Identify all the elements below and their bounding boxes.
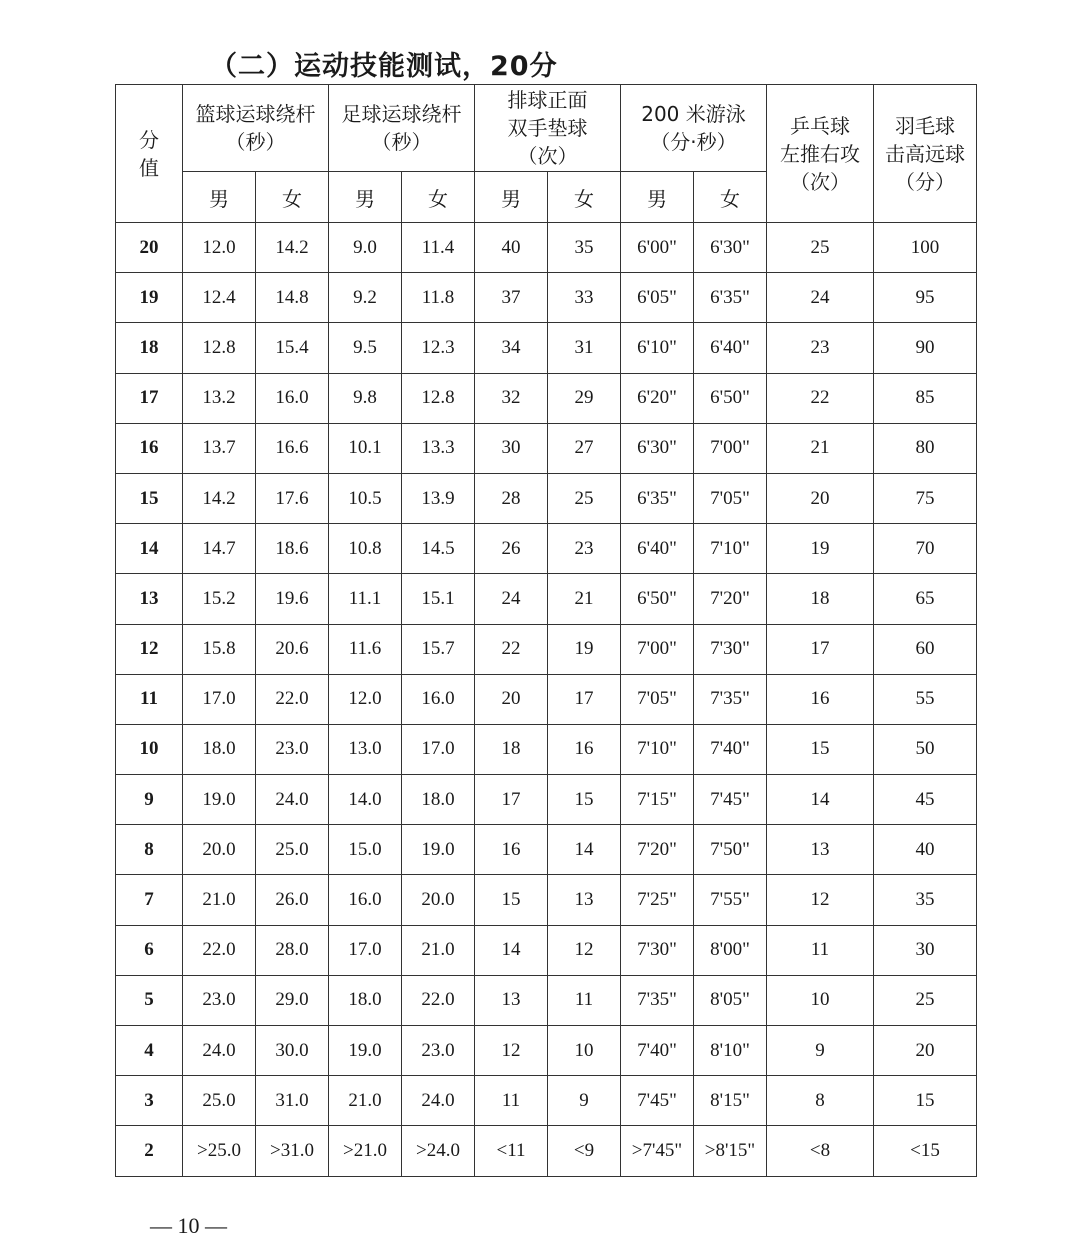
table-cell: 14.2: [256, 223, 329, 273]
table-cell: 8'05": [694, 975, 767, 1025]
table-cell: 45: [874, 775, 977, 825]
table-cell: 12.0: [183, 223, 256, 273]
table-cell: 23.0: [256, 724, 329, 774]
table-cell: 8'00": [694, 925, 767, 975]
table-cell: 16.0: [402, 674, 475, 724]
score-cell: 3: [116, 1076, 183, 1126]
page-number: — 10 —: [150, 1213, 227, 1238]
table-cell: 20: [475, 674, 548, 724]
table-cell: 14.8: [256, 273, 329, 323]
table-cell: <8: [767, 1126, 874, 1176]
table-cell: 23.0: [402, 1026, 475, 1076]
table-cell: 21: [548, 574, 621, 624]
header-basketball: 篮球运球绕杆 （秒）: [183, 85, 329, 172]
table-cell: 9.5: [329, 323, 402, 373]
header-volleyball: 排球正面 双手垫球 （次）: [475, 85, 621, 172]
table-cell: 23.0: [183, 975, 256, 1025]
table-cell: 7'25": [621, 875, 694, 925]
table-cell: 25: [548, 473, 621, 523]
table-cell: 15: [475, 875, 548, 925]
table-cell: 6'05": [621, 273, 694, 323]
table-cell: 25: [767, 223, 874, 273]
table-cell: 12: [767, 875, 874, 925]
table-cell: 7'10": [621, 724, 694, 774]
table-cell: 18.0: [183, 724, 256, 774]
table-cell: 12: [475, 1026, 548, 1076]
table-cell: 16.0: [256, 373, 329, 423]
header-male: 男: [329, 172, 402, 223]
table-row: [116, 223, 977, 273]
table-cell: 12: [548, 925, 621, 975]
table-cell: 26.0: [256, 875, 329, 925]
table-cell: 6'10": [621, 323, 694, 373]
table-cell: 15.0: [329, 825, 402, 875]
table-row: [116, 1126, 977, 1176]
table-cell: 7'05": [621, 674, 694, 724]
table-cell: 7'30": [694, 624, 767, 674]
table-cell: 18.0: [329, 975, 402, 1025]
table-cell: 20.6: [256, 624, 329, 674]
table-cell: 19: [548, 624, 621, 674]
table-row: [116, 724, 977, 774]
table-cell: 55: [874, 674, 977, 724]
table-cell: >25.0: [183, 1126, 256, 1176]
table-cell: 7'30": [621, 925, 694, 975]
header-badminton: 羽毛球 击高远球 （分）: [874, 85, 977, 223]
table-cell: 14.5: [402, 524, 475, 574]
score-cell: 6: [116, 925, 183, 975]
table-cell: 16: [475, 825, 548, 875]
score-cell: 20: [116, 223, 183, 273]
table-cell: 11.1: [329, 574, 402, 624]
table-cell: <15: [874, 1126, 977, 1176]
score-cell: 15: [116, 473, 183, 523]
table-cell: 21.0: [329, 1076, 402, 1126]
table-cell: 8'10": [694, 1026, 767, 1076]
score-cell: 4: [116, 1026, 183, 1076]
scoring-table: [115, 84, 977, 1177]
table-row: [116, 423, 977, 473]
header-male: 男: [621, 172, 694, 223]
table-cell: 16.0: [329, 875, 402, 925]
table-row: [116, 323, 977, 373]
table-cell: 6'35": [621, 473, 694, 523]
table-cell: 11.8: [402, 273, 475, 323]
table-row: [116, 574, 977, 624]
table-cell: >21.0: [329, 1126, 402, 1176]
table-row: [116, 1026, 977, 1076]
table-cell: 18: [767, 574, 874, 624]
table-cell: 16: [548, 724, 621, 774]
table-cell: 25: [874, 975, 977, 1025]
table-cell: 7'15": [621, 775, 694, 825]
table-row: [116, 875, 977, 925]
table-cell: 7'40": [621, 1026, 694, 1076]
header-tabletennis: 乒乓球 左推右攻 （次）: [767, 85, 874, 223]
table-cell: >8'15": [694, 1126, 767, 1176]
table-cell: 12.3: [402, 323, 475, 373]
table-cell: 17: [475, 775, 548, 825]
table-row: [116, 624, 977, 674]
table-cell: 7'45": [694, 775, 767, 825]
table-cell: 7'20": [694, 574, 767, 624]
table-cell: 17: [548, 674, 621, 724]
table-cell: 31.0: [256, 1076, 329, 1126]
table-cell: 9: [548, 1076, 621, 1126]
table-cell: 13: [767, 825, 874, 875]
table-cell: 14.7: [183, 524, 256, 574]
table-cell: 11: [475, 1076, 548, 1126]
table-cell: 9: [767, 1026, 874, 1076]
table-cell: 10.8: [329, 524, 402, 574]
table-cell: 15: [767, 724, 874, 774]
table-cell: 13.9: [402, 473, 475, 523]
table-cell: 16.6: [256, 423, 329, 473]
table-cell: 28: [475, 473, 548, 523]
table-cell: 15.7: [402, 624, 475, 674]
table-cell: <11: [475, 1126, 548, 1176]
table-cell: 24: [767, 273, 874, 323]
table-cell: 12.0: [329, 674, 402, 724]
table-cell: 22.0: [402, 975, 475, 1025]
table-cell: 24: [475, 574, 548, 624]
table-cell: 80: [874, 423, 977, 473]
table-cell: 13.7: [183, 423, 256, 473]
table-cell: 21: [767, 423, 874, 473]
table-row: [116, 273, 977, 323]
table-cell: 19.0: [183, 775, 256, 825]
score-cell: 18: [116, 323, 183, 373]
table-cell: 14: [767, 775, 874, 825]
table-cell: 7'10": [694, 524, 767, 574]
table-cell: 24.0: [402, 1076, 475, 1126]
table-cell: 29: [548, 373, 621, 423]
score-cell: 16: [116, 423, 183, 473]
table-cell: 21.0: [402, 925, 475, 975]
section-title: （二）运动技能测试，20分: [210, 51, 558, 82]
table-cell: 17: [767, 624, 874, 674]
table-cell: 7'50": [694, 825, 767, 875]
table-cell: 12.8: [402, 373, 475, 423]
table-cell: 40: [475, 223, 548, 273]
table-cell: 10: [548, 1026, 621, 1076]
table-cell: 33: [548, 273, 621, 323]
table-cell: 24.0: [183, 1026, 256, 1076]
table-cell: 14.2: [183, 473, 256, 523]
table-cell: 13.3: [402, 423, 475, 473]
table-cell: 18: [475, 724, 548, 774]
table-body: [116, 223, 977, 1177]
table-cell: 25.0: [183, 1076, 256, 1126]
table-cell: 22: [767, 373, 874, 423]
table-cell: 32: [475, 373, 548, 423]
table-cell: 7'35": [694, 674, 767, 724]
table-cell: 24.0: [256, 775, 329, 825]
table-cell: 13.2: [183, 373, 256, 423]
table-cell: 22: [475, 624, 548, 674]
table-cell: 11.6: [329, 624, 402, 674]
score-cell: 5: [116, 975, 183, 1025]
table-cell: 25.0: [256, 825, 329, 875]
table-cell: 7'20": [621, 825, 694, 875]
table-row: [116, 825, 977, 875]
table-cell: 6'40": [621, 524, 694, 574]
header-female: 女: [256, 172, 329, 223]
table-cell: 14.0: [329, 775, 402, 825]
table-cell: 12.8: [183, 323, 256, 373]
table-cell: 8'15": [694, 1076, 767, 1126]
table-cell: 18.6: [256, 524, 329, 574]
table-cell: 19.6: [256, 574, 329, 624]
table-cell: 21.0: [183, 875, 256, 925]
table-cell: 11: [767, 925, 874, 975]
table-cell: 15: [548, 775, 621, 825]
table-cell: 30: [475, 423, 548, 473]
table-cell: 6'40": [694, 323, 767, 373]
table-row: [116, 975, 977, 1025]
score-cell: 11: [116, 674, 183, 724]
score-cell: 17: [116, 373, 183, 423]
table-cell: 90: [874, 323, 977, 373]
table-cell: 7'00": [694, 423, 767, 473]
table-cell: 6'35": [694, 273, 767, 323]
score-cell: 9: [116, 775, 183, 825]
table-cell: 7'45": [621, 1076, 694, 1126]
table-cell: 13: [475, 975, 548, 1025]
table-cell: 34: [475, 323, 548, 373]
table-cell: 31: [548, 323, 621, 373]
table-cell: 19.0: [329, 1026, 402, 1076]
header-score: 分 值: [116, 85, 183, 223]
table-cell: 29.0: [256, 975, 329, 1025]
table-cell: 18.0: [402, 775, 475, 825]
table-cell: 6'50": [621, 574, 694, 624]
table-cell: 7'05": [694, 473, 767, 523]
table-cell: 19.0: [402, 825, 475, 875]
table-row: [116, 373, 977, 423]
table-cell: 100: [874, 223, 977, 273]
table-row: [116, 775, 977, 825]
table-cell: 26: [475, 524, 548, 574]
table-cell: 17.0: [183, 674, 256, 724]
table-cell: 20.0: [183, 825, 256, 875]
header-football: 足球运球绕杆 （秒）: [329, 85, 475, 172]
table-cell: 20: [874, 1026, 977, 1076]
score-cell: 12: [116, 624, 183, 674]
table-cell: 8: [767, 1076, 874, 1126]
table-cell: 7'00": [621, 624, 694, 674]
table-cell: 16: [767, 674, 874, 724]
table-cell: 15.1: [402, 574, 475, 624]
header-female: 女: [402, 172, 475, 223]
table-cell: 7'55": [694, 875, 767, 925]
score-cell: 13: [116, 574, 183, 624]
table-cell: 10.5: [329, 473, 402, 523]
table-cell: 15.2: [183, 574, 256, 624]
table-row: [116, 473, 977, 523]
table-cell: 70: [874, 524, 977, 574]
header-swim: 200 米游泳 （分·秒）: [621, 85, 767, 172]
table-cell: 9.2: [329, 273, 402, 323]
table-cell: 6'30": [621, 423, 694, 473]
table-cell: 9.8: [329, 373, 402, 423]
table-cell: 14: [548, 825, 621, 875]
table-cell: 15: [874, 1076, 977, 1126]
table-cell: 15.8: [183, 624, 256, 674]
header-female: 女: [694, 172, 767, 223]
table-cell: 22.0: [183, 925, 256, 975]
table-cell: 35: [548, 223, 621, 273]
table-cell: 20.0: [402, 875, 475, 925]
table-cell: 23: [767, 323, 874, 373]
table-cell: 60: [874, 624, 977, 674]
table-cell: >31.0: [256, 1126, 329, 1176]
table-cell: 28.0: [256, 925, 329, 975]
table-cell: 17.0: [329, 925, 402, 975]
table-cell: 10: [767, 975, 874, 1025]
table-cell: 6'20": [621, 373, 694, 423]
header-male: 男: [183, 172, 256, 223]
table-cell: 13.0: [329, 724, 402, 774]
table-cell: 75: [874, 473, 977, 523]
table-row: [116, 674, 977, 724]
table-cell: 20: [767, 473, 874, 523]
table-cell: 37: [475, 273, 548, 323]
table-cell: 10.1: [329, 423, 402, 473]
table-cell: 7'35": [621, 975, 694, 1025]
header-male: 男: [475, 172, 548, 223]
table-row: [116, 925, 977, 975]
table-cell: 14: [475, 925, 548, 975]
table-cell: 6'30": [694, 223, 767, 273]
table-cell: 11.4: [402, 223, 475, 273]
table-row: [116, 1076, 977, 1126]
score-cell: 8: [116, 825, 183, 875]
table-cell: 23: [548, 524, 621, 574]
score-cell: 19: [116, 273, 183, 323]
table-cell: 12.4: [183, 273, 256, 323]
table-row: [116, 524, 977, 574]
score-cell: 14: [116, 524, 183, 574]
score-cell: 7: [116, 875, 183, 925]
score-cell: 10: [116, 724, 183, 774]
table-cell: 30.0: [256, 1026, 329, 1076]
table-cell: 15.4: [256, 323, 329, 373]
table-cell: 17.6: [256, 473, 329, 523]
table-cell: 11: [548, 975, 621, 1025]
table-cell: 6'00": [621, 223, 694, 273]
header-female: 女: [548, 172, 621, 223]
table-cell: 9.0: [329, 223, 402, 273]
table-cell: 6'50": [694, 373, 767, 423]
table-cell: 85: [874, 373, 977, 423]
table-cell: 7'40": [694, 724, 767, 774]
table-cell: 22.0: [256, 674, 329, 724]
table-cell: >24.0: [402, 1126, 475, 1176]
table-cell: 65: [874, 574, 977, 624]
table-cell: 13: [548, 875, 621, 925]
table-cell: >7'45": [621, 1126, 694, 1176]
table-cell: 19: [767, 524, 874, 574]
table-cell: 35: [874, 875, 977, 925]
table-cell: 50: [874, 724, 977, 774]
table-cell: 27: [548, 423, 621, 473]
table-cell: 40: [874, 825, 977, 875]
table-cell: 95: [874, 273, 977, 323]
table-cell: <9: [548, 1126, 621, 1176]
table-cell: 17.0: [402, 724, 475, 774]
table-cell: 30: [874, 925, 977, 975]
score-cell: 2: [116, 1126, 183, 1176]
